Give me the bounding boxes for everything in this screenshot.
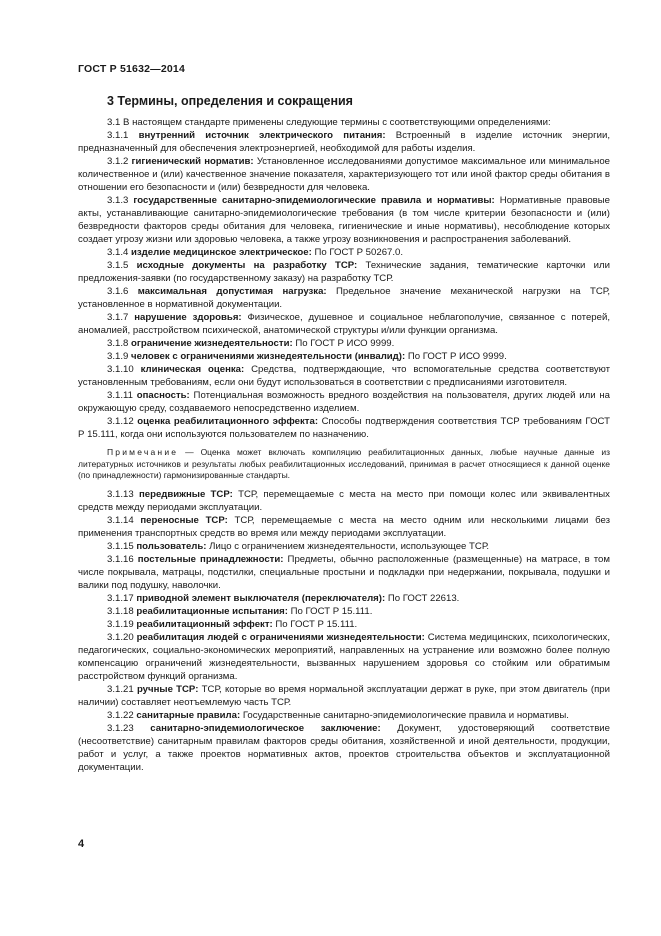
term-definition: ТСР, которые во время нормальной эксплуатации держат в руке, при этом двигатель (при наличии) составляет неотъемлемую часть ТСР.	[78, 683, 610, 708]
note-text: — Оценка может включать компиляцию реабилитационных данных, любые научные данные из литературных источников и результаты любых реабилитационных исследований, принимая в расчет относящиеся к данной оценке (по принадлежности) гармонизированные стандарты.	[78, 447, 610, 481]
term-entry	[78, 683, 610, 709]
term-name: реабилитационный эффект:	[136, 618, 273, 630]
term-number: 3.1.21	[107, 683, 134, 695]
term-definition: ТСР, перемещаемые с места на место при помощи колес или эквивалентных средств между периодами эксплуатации.	[78, 488, 610, 513]
term-number: 3.1.6	[107, 286, 129, 297]
term-entry	[78, 350, 610, 363]
term-name: санитарные правила:	[136, 709, 241, 721]
term-entry	[78, 311, 610, 337]
section-title: 3 Термины, определения и сокращения	[107, 94, 353, 108]
term-entry	[78, 194, 610, 246]
term-entry	[78, 514, 610, 540]
term-number: 3.1.23	[107, 722, 134, 734]
term-name: приводной элемент выключателя (переключателя):	[136, 592, 386, 604]
term-number: 3.1.1	[107, 130, 129, 141]
term-definition: По ГОСТ 22613.	[387, 592, 460, 604]
term-definition: По ГОСТ Р ИСО 9999.	[407, 351, 507, 362]
terms-list	[78, 488, 610, 774]
term-definition: По ГОСТ Р 15.111.	[275, 618, 358, 630]
page-number: 4	[78, 838, 85, 850]
term-name: нарушение здоровья:	[134, 312, 242, 323]
note	[78, 447, 610, 482]
term-name: максимальная допустимая нагрузка:	[137, 286, 327, 297]
term-definition: Средства, подтверждающие, что вспомогательные средства соответствуют установленным требованиям, если они будут использоваться в соответствии с предписаниями изготовителя.	[78, 364, 611, 388]
term-entry	[78, 246, 610, 259]
term-definition: Технические задания, тематические карточки или предложения-заявки (по государственному заказу) на разработку ТСР.	[78, 260, 610, 284]
term-entry	[78, 488, 610, 514]
term-name: опасность:	[136, 390, 190, 401]
term-number: 3.1.5	[107, 260, 129, 271]
term-number: 3.1.19	[107, 618, 134, 630]
term-name: клиническая оценка:	[140, 364, 245, 375]
term-definition: Физическое, душевное и социальное неблагополучие, связанное с потерей, аномалией, расстройством психической, анатомической структуры и/или функции организма.	[78, 312, 610, 336]
term-name: человек с ограничениями жизнедеятельности (инвалид):	[131, 351, 406, 362]
term-number: 3.1.13	[107, 488, 134, 500]
term-definition: По ГОСТ Р 15.111.	[290, 605, 373, 617]
term-name: оценка реабилитационного эффекта:	[137, 416, 319, 427]
term-entry	[78, 592, 610, 605]
term-entry	[78, 709, 610, 722]
term-name: исходные документы на разработку ТСР:	[136, 260, 358, 271]
term-entry	[78, 631, 610, 683]
term-number: 3.1.2	[107, 156, 129, 167]
term-definition: Способы подтверждения соответствия ТСР требованиям ГОСТ Р 15.111, когда они используются пользователем по назначению.	[78, 416, 611, 440]
term-name: реабилитация людей с ограничениями жизнедеятельности:	[136, 631, 425, 643]
term-name: санитарно-эпидемиологическое заключение:	[150, 722, 381, 734]
document-body	[78, 116, 610, 774]
term-number: 3.1.12	[107, 416, 134, 427]
term-entry	[78, 155, 610, 194]
term-entry	[78, 285, 610, 311]
term-entry	[78, 337, 610, 350]
terms-list	[78, 129, 610, 441]
term-name: изделие медицинское электрическое:	[131, 247, 312, 258]
term-name: передвижные ТСР:	[138, 488, 233, 500]
term-definition: Нормативные правовые акты, устанавливающие санитарно-эпидемиологические требования (в том числе критерии безопасности и (или) безвредности факторов среды обитания для человека, гигиенические и иные нормативы), несоблюдение которых создает угрозу жизни или здоровью человека, а также угрозу возникновения и распространения заболеваний.	[78, 195, 611, 245]
term-definition: Установленное исследованиями допустимое максимальное или минимальное количественное и (или) качественное значение показателя, характеризующего тот или иной фактор среды обитания в отношении его безопасности и (или) безвредности для человека.	[78, 156, 610, 193]
term-number: 3.1.18	[107, 605, 134, 617]
term-entry	[78, 553, 610, 592]
intro-paragraph: 3.1 В настоящем стандарте применены следующие термины с соответствующими определениями:	[107, 117, 551, 128]
term-entry	[78, 605, 610, 618]
term-number: 3.1.9	[107, 351, 129, 362]
term-definition: Предельное значение механической нагрузки на ТСР, установленное в нормативной документации.	[78, 286, 610, 310]
term-name: пользователь:	[136, 540, 207, 552]
term-entry	[78, 415, 610, 441]
term-name: ограничение жизнедеятельности:	[131, 338, 293, 349]
term-name: ручные ТСР:	[136, 683, 199, 695]
term-number: 3.1.11	[107, 390, 133, 401]
term-number: 3.1.22	[107, 709, 134, 721]
term-entry	[78, 540, 610, 553]
term-entry	[78, 618, 610, 631]
term-definition: Встроенный в изделие источник энергии, предназначенный для обеспечения электроэнергией, необходимой для работы изделия.	[78, 130, 611, 154]
term-definition: Предметы, обычно расположенные (размещенные) на матрасе, в том числе покрывала, матрацы, подстилки, специальные простыни и подкладки при недержании, покрывала, подушки и валики под подушку, наволочки.	[78, 553, 610, 591]
term-definition: ТСР, перемещаемые с места на место одним или несколькими лицами без применения транспортных средств во время или между периодами эксплуатации.	[78, 514, 610, 539]
term-entry	[78, 363, 610, 389]
term-definition: Государственные санитарно-эпидемиологические правила и нормативы.	[242, 709, 569, 721]
term-entry	[78, 389, 610, 415]
term-number: 3.1.17	[107, 592, 134, 604]
term-name: государственные санитарно-эпидемиологические правила и нормативы:	[133, 195, 495, 206]
term-number: 3.1.8	[107, 338, 129, 349]
term-number: 3.1.4	[107, 247, 129, 258]
term-name: реабилитационные испытания:	[136, 605, 288, 617]
document-header: ГОСТ Р 51632—2014	[78, 63, 186, 75]
term-definition: Система медицинских, психологических, педагогических, социально-экономических мероприятий, направленных на устранение или возможно более полную компенсацию ограничений жизнедеятельности, вызванных нарушением здоровья со стойким или обратимым расстройством функций организма.	[78, 631, 611, 682]
term-entry	[78, 259, 610, 285]
term-name: внутренний источник электрического питания:	[138, 130, 386, 141]
term-number: 3.1.15	[107, 540, 134, 552]
term-number: 3.1.16	[107, 553, 134, 565]
term-definition: По ГОСТ Р ИСО 9999.	[295, 338, 395, 349]
term-entry	[78, 129, 610, 155]
term-definition: Потенциальная возможность вредного воздействия на пользователя, других людей или на окружающую среду, создаваемого непосредственно изделием.	[78, 390, 610, 414]
term-name: гигиенический норматив:	[131, 156, 254, 167]
term-number: 3.1.10	[107, 364, 134, 375]
term-number: 3.1.14	[107, 514, 134, 526]
term-number: 3.1.7	[107, 312, 129, 323]
term-number: 3.1.20	[107, 631, 134, 643]
term-name: переносные ТСР:	[140, 514, 228, 526]
term-number: 3.1.3	[107, 195, 129, 206]
term-definition: По ГОСТ Р 50267.0.	[314, 247, 404, 258]
term-definition: Документ, удостоверяющий соответствие (несоответствие) санитарным правилам факторов среды обитания, хозяйственной и иной деятельности, продукции, работ и услуг, а также проектов нормативных актов, проектов строительства объектов и эксплуатационной документации.	[78, 722, 610, 773]
term-definition: Лицо с ограничением жизнедеятельности, использующее ТСР.	[209, 540, 490, 552]
note-label: Примечание	[107, 447, 179, 457]
term-name: постельные принадлежности:	[137, 553, 284, 565]
term-entry	[78, 722, 610, 774]
